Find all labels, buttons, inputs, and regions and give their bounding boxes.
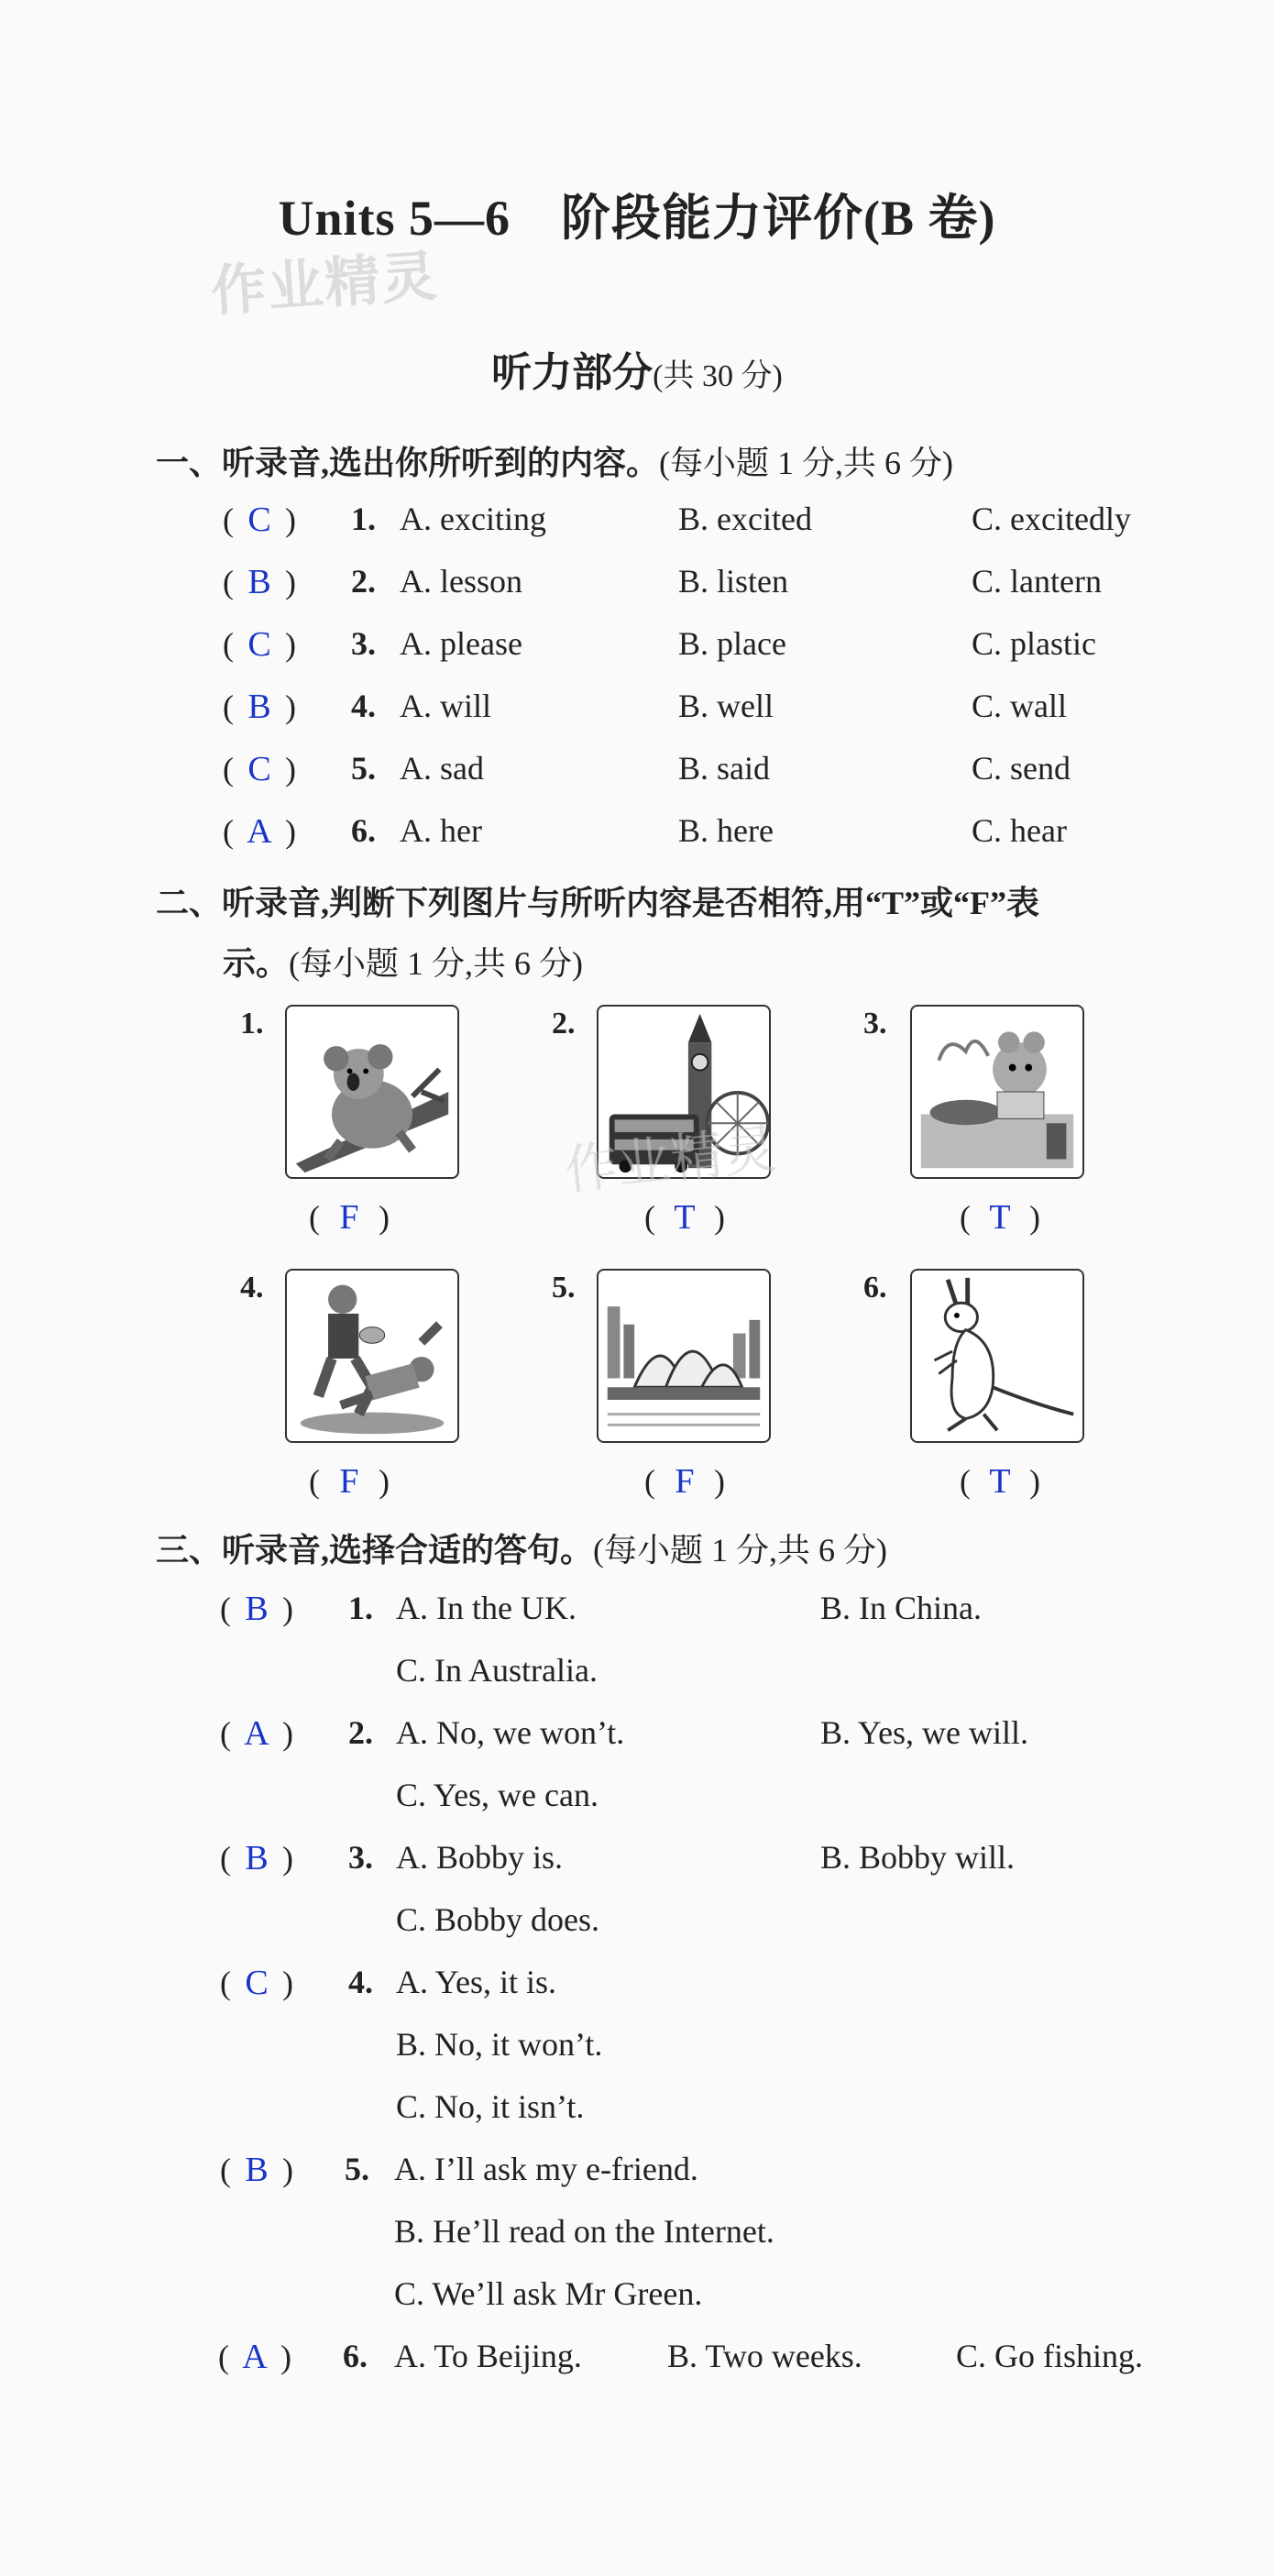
paren-open: ( xyxy=(309,1199,320,1236)
option-b: B. No, it won’t. xyxy=(396,2026,603,2063)
paren-close: ) xyxy=(282,1965,293,2001)
option-c-text: C. hear xyxy=(972,812,1067,849)
question-number: 4. xyxy=(348,1964,373,2000)
picture-number: 1. xyxy=(240,1007,264,1040)
question-number-text: 3. xyxy=(351,625,376,662)
sydney-opera-house-icon xyxy=(597,1269,771,1443)
answer-letter: B xyxy=(247,688,271,726)
option-b xyxy=(678,500,812,538)
option-b-text: B. said xyxy=(678,750,771,787)
section3-note: (每小题 1 分,共 6 分) xyxy=(593,1532,887,1569)
paren-open: ( xyxy=(223,564,234,600)
section3-heading-text: 三、听录音,选择合适的答句。 xyxy=(156,1532,594,1569)
paren-close: ) xyxy=(714,1463,725,1500)
answer-letter: B xyxy=(245,2151,269,2189)
paren-close: ) xyxy=(282,2152,293,2188)
rugby-icon xyxy=(285,1269,459,1443)
option-c xyxy=(972,562,1102,600)
option-b: B. He’ll read on the Internet. xyxy=(394,2213,774,2250)
paren-close: ) xyxy=(285,688,296,725)
option-b: B. In China. xyxy=(820,1590,982,1626)
option-a-text: A. exciting xyxy=(400,501,546,537)
question-number xyxy=(351,687,376,725)
option-c: C. Go fishing. xyxy=(956,2338,1144,2374)
paren-open: ( xyxy=(223,501,234,538)
answer-letter: C xyxy=(247,501,271,539)
option-c: C. We’ll ask Mr Green. xyxy=(394,2275,703,2312)
option-a xyxy=(400,624,522,663)
kangaroo-icon xyxy=(910,1269,1084,1443)
question-number: 6. xyxy=(343,2338,368,2374)
option-c xyxy=(972,811,1067,850)
paren-close: ) xyxy=(1029,1199,1040,1236)
answer-slot xyxy=(309,1461,390,1502)
option-b xyxy=(678,749,770,787)
section3-heading xyxy=(156,1525,887,1571)
tf-answer: F xyxy=(339,1198,359,1237)
option-a-text: A. lesson xyxy=(400,563,522,600)
option-b-text: B. well xyxy=(678,688,774,724)
section1-heading xyxy=(156,437,953,484)
tf-answer: F xyxy=(675,1462,695,1501)
answer-letter: A xyxy=(244,1714,269,1753)
question-number-text: 6. xyxy=(351,812,376,849)
option-a-text: A. please xyxy=(400,625,522,662)
paren-close: ) xyxy=(714,1199,725,1236)
option-b-text: B. here xyxy=(678,812,774,849)
answer-letter: C xyxy=(247,750,271,788)
paren-close: ) xyxy=(285,751,296,787)
answer-slot xyxy=(960,1461,1040,1502)
paren-open: ( xyxy=(223,626,234,663)
option-c-text: C. wall xyxy=(972,688,1067,724)
paren-close: ) xyxy=(280,2339,291,2375)
question-row xyxy=(223,624,311,665)
option-b: B. Two weeks. xyxy=(667,2338,862,2374)
answer-letter: C xyxy=(245,1964,269,2002)
question-row xyxy=(223,562,311,602)
page-title: Units 5—6 阶段能力评价(B 卷) xyxy=(278,191,996,246)
option-b-text: B. listen xyxy=(678,563,789,600)
option-b: B. Bobby will. xyxy=(820,1839,1016,1876)
answer-letter: A xyxy=(247,812,272,851)
paren-open: ( xyxy=(220,1965,231,2001)
option-b xyxy=(678,624,786,663)
option-a xyxy=(400,687,491,725)
option-c-text: C. plastic xyxy=(972,625,1096,662)
option-c xyxy=(972,624,1096,663)
option-c-text: C. send xyxy=(972,750,1071,787)
option-a: A. In the UK. xyxy=(396,1590,577,1626)
answer-slot xyxy=(644,1197,725,1238)
tf-answer: T xyxy=(674,1198,696,1237)
section2-heading-line2-text: 示。 xyxy=(223,945,290,982)
option-c: C. No, it isn’t. xyxy=(396,2088,585,2125)
question-row xyxy=(220,2150,308,2190)
question-row xyxy=(220,1589,308,1629)
option-c xyxy=(972,500,1131,538)
picture-number: 6. xyxy=(863,1271,887,1305)
question-number-text: 1. xyxy=(351,501,376,537)
option-c xyxy=(972,749,1071,787)
question-row xyxy=(223,687,311,727)
paren-close: ) xyxy=(1029,1463,1040,1500)
option-c-text: C. excitedly xyxy=(972,501,1131,537)
paren-open: ( xyxy=(223,751,234,787)
section2-note: (每小题 1 分,共 6 分) xyxy=(289,945,583,982)
answer-letter: B xyxy=(245,1590,269,1628)
option-a xyxy=(400,811,482,850)
option-a: A. To Beijing. xyxy=(394,2338,582,2374)
question-number: 3. xyxy=(348,1839,373,1876)
answer-letter: B xyxy=(245,1839,269,1877)
picture-number: 5. xyxy=(552,1271,576,1305)
question-row xyxy=(223,811,311,852)
option-c: C. Yes, we can. xyxy=(396,1777,599,1813)
answer-letter: C xyxy=(247,625,271,664)
option-a-text: A. sad xyxy=(400,750,484,787)
question-row xyxy=(220,1713,308,1754)
option-b-text: B. excited xyxy=(678,501,812,537)
paren-close: ) xyxy=(285,813,296,850)
question-number: 1. xyxy=(348,1590,373,1626)
option-c: C. Bobby does. xyxy=(396,1901,600,1938)
answer-slot xyxy=(960,1197,1040,1238)
question-number xyxy=(351,562,376,600)
option-b xyxy=(678,811,774,850)
cooking-icon xyxy=(910,1005,1084,1179)
answer-slot xyxy=(644,1461,725,1502)
paren-open: ( xyxy=(220,2152,231,2188)
subtitle-note: (共 30 分) xyxy=(653,359,783,393)
option-c-text: C. lantern xyxy=(972,563,1102,600)
answer-letter: A xyxy=(242,2338,268,2376)
question-number xyxy=(351,811,376,850)
paren-open: ( xyxy=(220,1840,231,1877)
option-b: B. Yes, we will. xyxy=(820,1714,1029,1751)
paren-close: ) xyxy=(282,1591,293,1627)
paren-open: ( xyxy=(960,1463,971,1500)
option-b-text: B. place xyxy=(678,625,786,662)
option-a-text: A. will xyxy=(400,688,492,724)
subtitle-main: 听力部分 xyxy=(491,350,653,395)
koala-icon xyxy=(285,1005,459,1179)
picture-number: 4. xyxy=(240,1271,264,1305)
option-a xyxy=(400,562,522,600)
question-row xyxy=(220,1838,308,1878)
picture-number: 3. xyxy=(863,1007,887,1040)
tf-answer: F xyxy=(339,1462,359,1501)
paren-close: ) xyxy=(285,501,296,538)
question-number-text: 5. xyxy=(351,750,376,787)
section1-note: (每小题 1 分,共 6 分) xyxy=(659,445,953,481)
question-number: 5. xyxy=(345,2151,369,2187)
paren-open: ( xyxy=(220,1715,231,1752)
option-a: A. I’ll ask my e-friend. xyxy=(394,2151,698,2187)
option-c xyxy=(972,687,1067,725)
section2-heading-line1: 二、听录音,判断下列图片与所听内容是否相符,用“T”或“F”表 xyxy=(156,885,1040,921)
option-a-text: A. her xyxy=(400,812,482,849)
tf-answer: T xyxy=(989,1198,1011,1237)
paren-open: ( xyxy=(960,1199,971,1236)
option-a: A. Yes, it is. xyxy=(396,1964,557,2000)
option-b xyxy=(678,687,774,725)
paren-open: ( xyxy=(218,2339,229,2375)
section2-heading-line2 xyxy=(223,938,583,985)
paren-open: ( xyxy=(644,1199,655,1236)
tf-answer: T xyxy=(989,1462,1011,1501)
paren-close: ) xyxy=(285,626,296,663)
question-row xyxy=(220,1963,308,2003)
option-a xyxy=(400,500,546,538)
paren-close: ) xyxy=(379,1199,390,1236)
option-b xyxy=(678,562,788,600)
question-row xyxy=(218,2337,306,2377)
question-number xyxy=(351,624,376,663)
paren-open: ( xyxy=(220,1591,231,1627)
picture-number: 2. xyxy=(552,1007,576,1040)
paren-close: ) xyxy=(282,1715,293,1752)
watermark-overlay: 作业精灵 xyxy=(561,1117,780,1202)
option-a xyxy=(400,749,484,787)
question-row xyxy=(223,500,311,540)
answer-slot xyxy=(309,1197,390,1238)
option-a: A. Bobby is. xyxy=(396,1839,564,1876)
question-number-text: 4. xyxy=(351,688,376,724)
option-a: A. No, we won’t. xyxy=(396,1714,625,1751)
answer-letter: B xyxy=(247,563,271,601)
question-row xyxy=(223,749,311,789)
section1-heading-text: 一、听录音,选出你所听到的内容。 xyxy=(156,445,660,481)
question-number xyxy=(351,500,376,538)
paren-close: ) xyxy=(285,564,296,600)
question-number-text: 2. xyxy=(351,563,376,600)
paren-open: ( xyxy=(223,688,234,725)
paren-open: ( xyxy=(223,813,234,850)
option-c: C. In Australia. xyxy=(396,1652,598,1689)
question-number: 2. xyxy=(348,1714,373,1751)
watermark: 作业精灵 xyxy=(209,244,441,325)
paren-close: ) xyxy=(379,1463,390,1500)
question-number xyxy=(351,749,376,787)
paren-open: ( xyxy=(309,1463,320,1500)
section-subtitle xyxy=(0,339,1274,398)
paren-close: ) xyxy=(282,1840,293,1877)
paren-open: ( xyxy=(644,1463,655,1500)
